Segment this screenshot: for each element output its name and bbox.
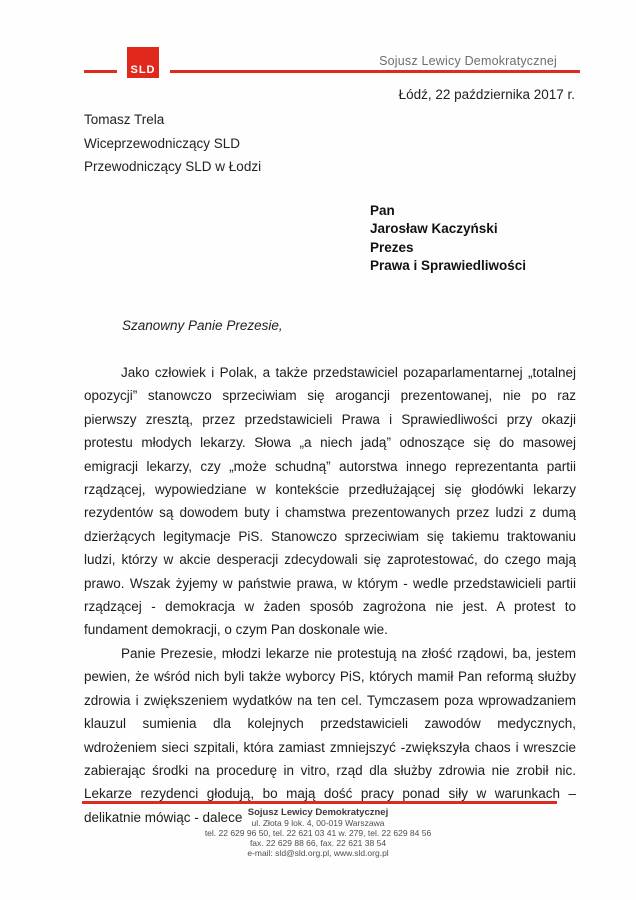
body-paragraph-1: Jako człowiek i Polak, a także przedstawiciel pozaparlamentarnej „totalnej opozycji” stanowczo sprzeciwiam się arogancji prezentowanej, nie po raz pierwszy zresztą, przez przedstawicieli Prawa i Sprawiedliwości przy okazji protestu młodych lekarzy. Słowa „a niech jadą” odnoszące się do masowej emigracji lekarzy, czy „może schudną” autorstwa innego reprezentanta partii rządzącej, wypowiedziane w kontekście przedłużającej się głodówki lekarzy rezydentów są dowodem buty i chamstwa prezentowanych przez ludzi z dumą dzierżących legitymacje PiS. Stanowczo sprzeciwiam się takiemu traktowaniu ludzi, którzy w akcie desperacji zdecydowali się zaprotestować, do czego mają prawo. Wszak żyjemy w państwie prawa, w którym - wedle przedstawicieli partii rządzącej - demokracja w żaden sposób zagrożona nie jest. A protest to fundament demokracji, o czym Pan doskonale wie. xyxy=(84,365,576,638)
sender-block xyxy=(84,108,261,179)
footer-org-name: Sojusz Lewicy Demokratycznej xyxy=(247,807,389,818)
letterhead-org-name: Sojusz Lewicy Demokratycznej xyxy=(379,54,557,68)
footer-address: ul. Złota 9 lok. 4, 00-019 Warszawa xyxy=(251,818,385,828)
sender-title-vice-chairman: Wiceprzewodniczący SLD xyxy=(84,135,241,151)
recipient-title: Prezes xyxy=(370,239,414,255)
body-paragraph-2: Panie Prezesie, młodzi lekarze nie protestują na złość rządowi, ba, jestem pewien, że wśród nich byli także wyborcy PiS, których mamił Pan reformą służby zdrowia i zwiększeniem wydatków na ten cel. Tymczasem poza wprowadzaniem klauzul sumienia dla kolejnych przedstawicieli zawodów medycznych, wdrożeniem sieci szpitali, która zamiast zmniejszyć -zwiększyła chaos i wreszcie zabierając środki na procedurę in vitro, rząd dla służby zdrowia nie zrobił nic. Lekarze rezydenci głodują, bo mają dość pracy ponad siły w warunkach – delikatnie mówiąc - dalece xyxy=(84,645,576,825)
footer-fax: fax. 22 629 88 66, fax. 22 621 38 54 xyxy=(249,838,387,848)
salutation: Szanowny Panie Prezesie, xyxy=(122,318,283,333)
sld-logo-text: SLD xyxy=(130,64,156,76)
recipient-block xyxy=(370,202,526,276)
footer-email-web: e-mail: sld@sld.org.pl, www.sld.org.pl xyxy=(247,848,389,858)
footer-rule xyxy=(82,801,557,804)
footer-phones: tel. 22 629 96 50, tel. 22 621 03 41 w. 279, tel. 22 629 84 56 xyxy=(204,828,432,838)
letterhead-left-rule xyxy=(84,70,117,73)
recipient-honorific: Pan xyxy=(370,203,395,218)
letterhead-rule xyxy=(170,70,580,73)
dateline: Łódź, 22 października 2017 r. xyxy=(398,87,575,102)
letter-body xyxy=(84,361,576,829)
recipient-name: Jarosław Kaczyński xyxy=(370,221,498,237)
footer-text-block xyxy=(0,808,636,858)
sld-logo xyxy=(127,47,159,78)
sender-name: Tomasz Trela xyxy=(84,112,165,127)
sender-title-chairman-lodz: Przewodniczący SLD w Łodzi xyxy=(84,159,262,174)
recipient-party: Prawa i Sprawiedliwości xyxy=(370,258,527,274)
